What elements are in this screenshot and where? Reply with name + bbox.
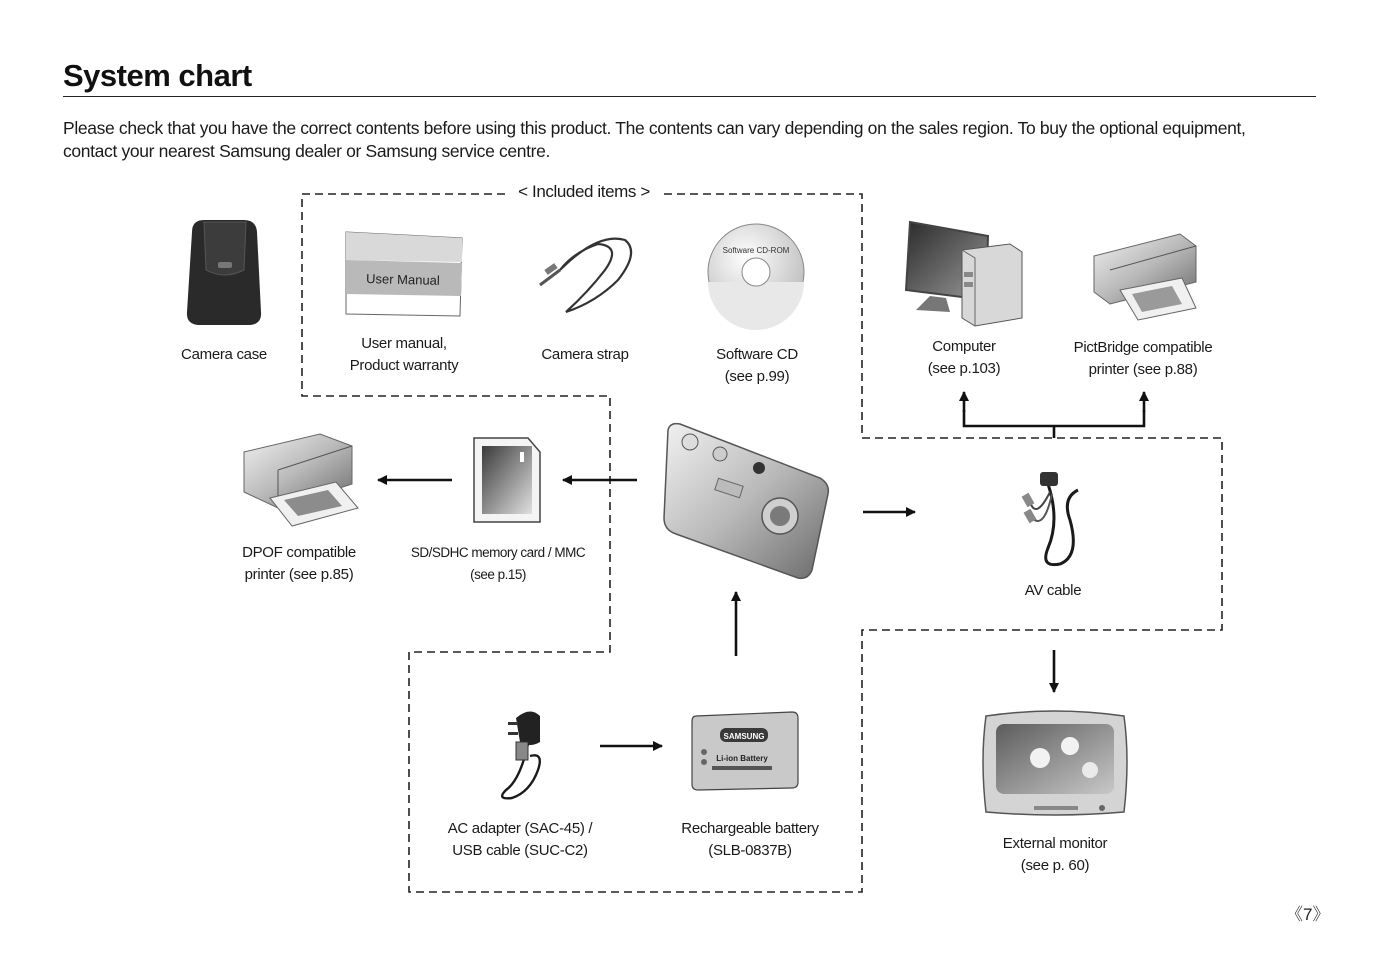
ac-adapter-label: AC adapter (SAC-45) / USB cable (SUC-C2) xyxy=(447,820,593,859)
external-monitor-label: External monitor (see p. 60) xyxy=(1002,835,1108,874)
av-cable-icon xyxy=(1022,472,1078,565)
ac-adapter-icon xyxy=(502,711,540,798)
camera-strap-icon xyxy=(540,239,631,312)
page-number: 《7》 xyxy=(1286,905,1330,924)
user-manual-icon xyxy=(346,232,462,316)
dpof-printer-icon xyxy=(244,434,358,526)
user-manual-label: User manual, Product warranty xyxy=(349,335,459,374)
pictbridge-printer-icon xyxy=(1094,234,1196,320)
camera-case-label: Camera case xyxy=(181,346,267,363)
cd-label-text: Software CD-ROM xyxy=(722,246,790,255)
camera-case-icon xyxy=(187,220,261,325)
computer-icon xyxy=(906,222,1022,326)
sd-card-icon xyxy=(474,438,540,522)
external-monitor-icon xyxy=(983,711,1127,815)
camera-strap-label: Camera strap xyxy=(541,346,629,363)
page-title: System chart xyxy=(63,58,252,93)
computer-label: Computer (see p.103) xyxy=(927,338,1001,377)
intro-line: Please check that you have the correct contents before using this product. The contents can vary depending on the sales region. To buy the optional equipment, xyxy=(63,118,1246,138)
software-cd-icon xyxy=(708,224,804,330)
memory-card-label: SD/SDHC memory card / MMC (see p.15) xyxy=(410,545,586,582)
battery-label: Rechargeable battery (SLB-0837B) xyxy=(681,820,819,859)
pictbridge-printer-label: PictBridge compatible printer (see p.88) xyxy=(1073,339,1213,378)
dpof-printer-label: DPOF compatible printer (see p.85) xyxy=(242,544,356,583)
bracket-av-to-computer-printer xyxy=(964,410,1144,426)
camera-icon xyxy=(664,424,828,579)
intro-line: contact your nearest Samsung dealer or Samsung service centre. xyxy=(63,141,551,161)
user-manual-cover-text: User Manual xyxy=(365,271,440,288)
included-items-label: < Included items > xyxy=(512,182,656,202)
av-cable-label: AV cable xyxy=(1024,582,1082,599)
battery-type-text: Li-ion Battery xyxy=(716,754,768,763)
software-cd-label: Software CD (see p.99) xyxy=(716,346,798,385)
battery-icon xyxy=(692,712,798,790)
battery-brand-text: SAMSUNG xyxy=(723,732,765,741)
